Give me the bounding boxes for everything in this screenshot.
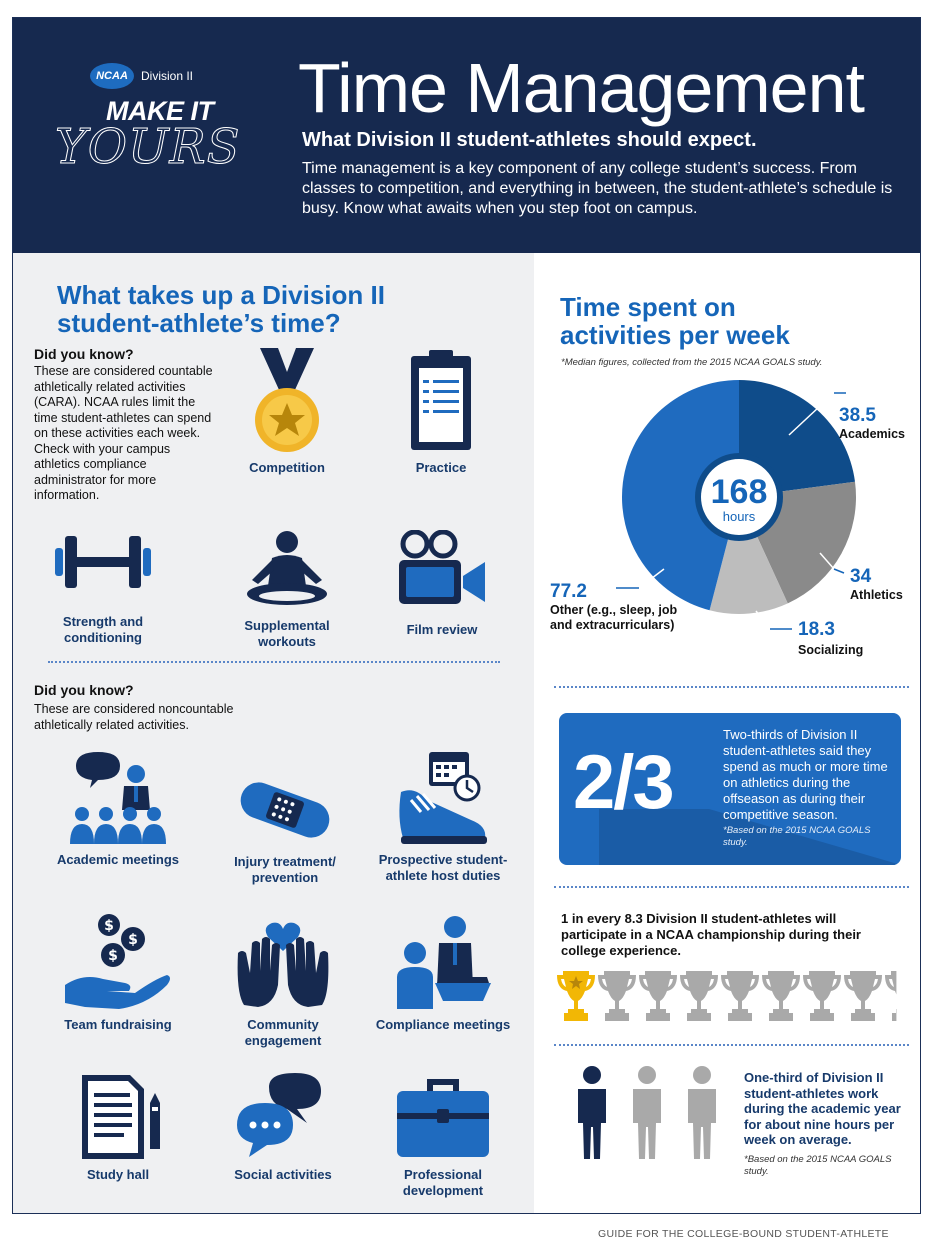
right-heading — [560, 293, 790, 349]
page-title: Time Management — [298, 49, 864, 127]
championship-text: 1 in every 8.3 Division II student-athletes will participate in a NCAA championship during their college experience. — [561, 911, 861, 958]
activity-community — [213, 913, 353, 1049]
activity-fundraising — [48, 913, 188, 1033]
office-meeting-icon — [393, 913, 493, 1013]
chat-bubbles-icon — [233, 1073, 333, 1163]
activity-label: Social activities — [234, 1167, 332, 1182]
activity-label: Practice — [415, 460, 467, 475]
left-heading-line1: What takes up a Division II — [57, 280, 385, 310]
athletics-label: Athletics — [850, 588, 903, 602]
activity-label: Academic meetings — [56, 852, 180, 867]
svg-text:$: $ — [108, 948, 118, 964]
section-divider — [554, 1044, 909, 1046]
center-total-value: 168 — [710, 473, 768, 511]
trophy-icon — [598, 971, 636, 1021]
dumbbell-icon — [55, 530, 151, 594]
video-camera-icon — [397, 530, 487, 606]
workers-figure — [570, 1065, 750, 1165]
left-heading — [57, 281, 385, 337]
right-column — [534, 253, 920, 1214]
clipboard-icon — [409, 348, 473, 456]
activity-practice — [371, 348, 511, 476]
footer-text: GUIDE FOR THE COLLEGE-BOUND STUDENT-ATHLETE — [598, 1228, 889, 1240]
activity-label: Strength and conditioning — [62, 614, 144, 645]
person-icon — [688, 1066, 716, 1159]
median-note: *Median figures, collected from the 2015 NCAA GOALS study. — [561, 357, 823, 368]
svg-text:$: $ — [128, 932, 138, 948]
activity-label: Prospective student-athlete host duties — [378, 852, 508, 883]
did-you-know-title: Did you know? — [34, 346, 134, 362]
header-banner — [13, 18, 920, 253]
academics-value: 38.5 — [839, 405, 876, 426]
infographic — [12, 17, 921, 1214]
briefcase-icon — [393, 1073, 493, 1163]
meeting-icon — [68, 748, 168, 848]
trophy-icon — [639, 971, 677, 1021]
activity-label: Compliance meetings — [375, 1017, 511, 1032]
person-icon-highlight — [578, 1066, 606, 1159]
trophy-icon — [721, 971, 759, 1021]
trophy-icon — [844, 971, 882, 1021]
section-divider — [48, 661, 500, 663]
activity-label: Injury treatment/ prevention — [234, 854, 336, 885]
activity-strength — [33, 530, 173, 646]
trophy-icon — [803, 971, 841, 1021]
activity-host-duties — [373, 748, 513, 884]
activity-supplemental — [217, 530, 357, 650]
activity-label: Supplemental workouts — [244, 618, 330, 649]
division-label: Division II — [141, 69, 194, 83]
activity-label: Study hall — [86, 1167, 150, 1182]
left-heading-line2: student-athlete’s time? — [57, 308, 341, 338]
money-hand-icon — [63, 913, 173, 1013]
one-third-footnote: *Based on the 2015 NCAA GOALS study. — [744, 1154, 892, 1177]
activity-label: Professional development — [402, 1167, 484, 1198]
activity-academic-meetings — [48, 748, 188, 868]
academics-label: Academics — [839, 427, 906, 441]
hands-heart-icon — [228, 913, 338, 1013]
meditation-icon — [242, 530, 332, 614]
activity-injury — [215, 770, 355, 886]
activity-compliance — [373, 913, 513, 1033]
make-it-yours-logo — [51, 63, 241, 203]
bandage-icon — [237, 770, 333, 850]
right-heading-line2: activities per week — [560, 320, 790, 350]
medal-icon — [252, 348, 322, 456]
activity-social — [213, 1073, 353, 1183]
activity-label: Team fundraising — [64, 1017, 172, 1032]
noncountable-description: These are considered noncountable athletically related activities. — [34, 702, 234, 732]
socializing-value: 18.3 — [798, 619, 835, 640]
activity-film-review — [387, 530, 497, 638]
one-third-text: One-third of Division II student-athletes work during the academic year for about nine hours per week on average. — [744, 1070, 901, 1147]
two-thirds-text: Two-thirds of Division II student-athletes said they spend as much or more time on athletics during the offseason as during their competitive season. — [723, 727, 888, 822]
activity-label: Competition — [249, 460, 325, 475]
page-subtitle: What Division II student-athletes should expect. — [302, 129, 757, 151]
activity-label: Film review — [406, 622, 478, 637]
section-divider — [554, 686, 909, 688]
athletics-value: 34 — [850, 566, 872, 587]
center-total-unit: hours — [722, 509, 756, 524]
ncaa-logo: NCAA — [90, 63, 134, 89]
trophy-row — [557, 969, 902, 1025]
intro-text: Time management is a key component of any college student’s success. From classes to competition, and everything in between, the student-athlete’s schedule is busy. Know what awaits when you step foot on campus. — [302, 160, 893, 217]
activity-label: Community engagement — [244, 1017, 322, 1048]
other-label: Other (e.g., sleep, job and extracurriculars) — [550, 603, 678, 632]
trophy-icon — [885, 971, 902, 1021]
right-heading-line1: Time spent on — [560, 292, 736, 322]
trophy-icon — [680, 971, 718, 1021]
activity-professional — [373, 1073, 513, 1199]
yours-text: YOURS — [55, 119, 241, 175]
sneaker-calendar-icon — [393, 748, 493, 848]
trophy-icon-gold — [557, 971, 595, 1021]
two-thirds-callout — [559, 713, 901, 865]
socializing-label: Socializing — [798, 643, 864, 657]
other-value: 77.2 — [550, 581, 587, 602]
svg-text:$: $ — [104, 918, 114, 934]
leader-athletics-outer — [834, 569, 844, 573]
two-thirds-figure: 2/3 — [573, 740, 673, 825]
section-divider — [554, 886, 909, 888]
activity-study-hall — [48, 1073, 188, 1183]
did-you-know-title-2: Did you know? — [34, 682, 134, 698]
countable-description: These are considered countable athletically related activities (CARA). NCAA rules limit the time student-athletes can spend on these activities each week. Check with your campus athletics compliance administrator for more information. — [34, 364, 213, 502]
leader-socializing — [756, 611, 792, 629]
document-pencil-icon — [68, 1073, 168, 1163]
trophy-icon — [762, 971, 800, 1021]
make-it-text: MAKE IT — [106, 96, 214, 126]
two-thirds-footnote: *Based on the 2015 NCAA GOALS study. — [723, 825, 871, 848]
activity-competition — [217, 348, 357, 476]
person-icon — [633, 1066, 661, 1159]
